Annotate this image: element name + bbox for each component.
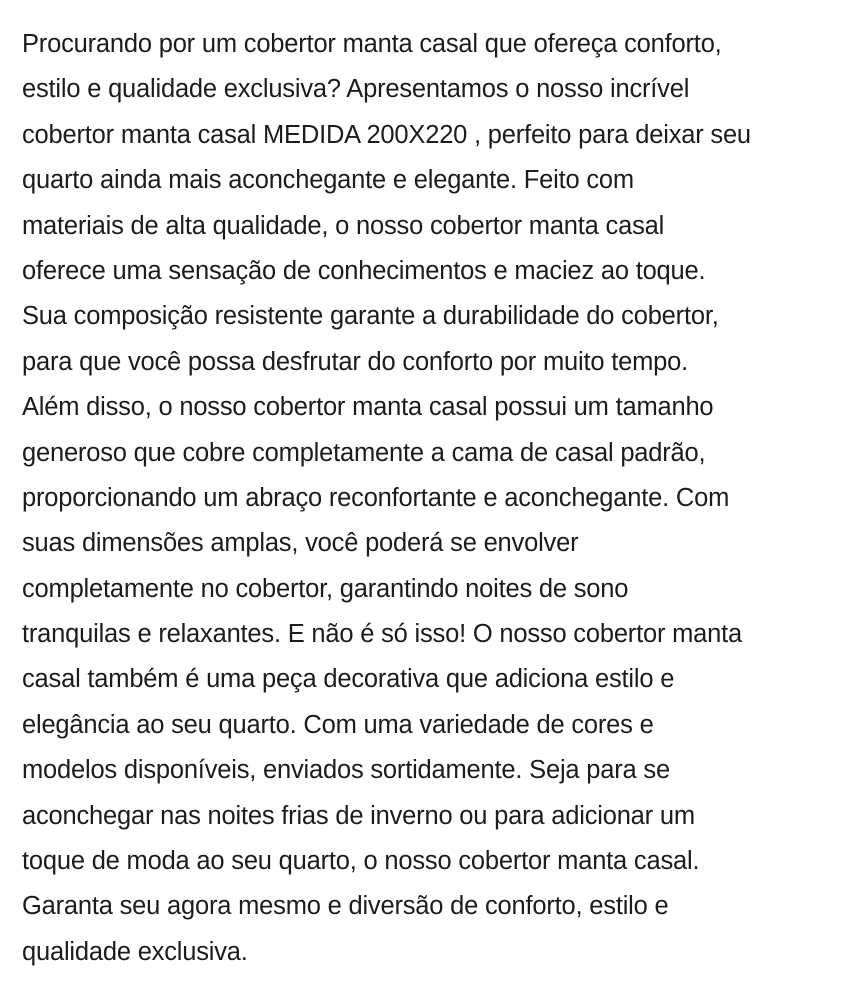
description-line: elegância ao seu quarto. Com uma variedade de cores e — [22, 710, 654, 739]
description-line: Procurando por um cobertor manta casal que ofereça conforto, — [22, 30, 722, 58]
description-line: toque de moda ao seu quarto, o nosso cobertor manta casal. — [22, 847, 700, 876]
description-line: Além disso, o nosso cobertor manta casal possui um tamanho — [22, 393, 714, 422]
description-line: materiais de alta qualidade, o nosso cobertor manta casal — [22, 211, 665, 240]
product-description — [22, 22, 837, 975]
description-line: completamente no cobertor, garantindo noites de sono — [22, 574, 629, 603]
description-line: estilo e qualidade exclusiva? Apresentamos o nosso incrível — [22, 75, 690, 104]
description-line: suas dimensões amplas, você poderá se envolver — [22, 529, 579, 558]
description-line: generoso que cobre completamente a cama de casal padrão, — [22, 438, 706, 467]
description-line: tranquilas e relaxantes. E não é só isso! O nosso cobertor manta — [22, 620, 743, 649]
description-line: qualidade exclusiva. — [22, 937, 248, 966]
description-line: cobertor manta casal MEDIDA 200X220 , perfeito para deixar seu — [22, 120, 751, 149]
description-line: Sua composição resistente garante a durabilidade do cobertor, — [22, 302, 719, 331]
description-line: proporcionando um abraço reconfortante e aconchegante. Com — [22, 483, 730, 512]
description-line: quarto ainda mais aconchegante e elegante. Feito com — [22, 166, 634, 195]
description-line: para que você possa desfrutar do conforto por muito tempo. — [22, 347, 688, 376]
description-line: casal também é uma peça decorativa que adiciona estilo e — [22, 665, 675, 694]
description-line: Garanta seu agora mesmo e diversão de conforto, estilo e — [22, 892, 669, 921]
description-line: aconchegar nas noites frias de inverno ou para adicionar um — [22, 801, 695, 830]
description-line: modelos disponíveis, enviados sortidamente. Seja para se — [22, 756, 670, 785]
description-line: oferece uma sensação de conhecimentos e maciez ao toque. — [22, 256, 706, 285]
